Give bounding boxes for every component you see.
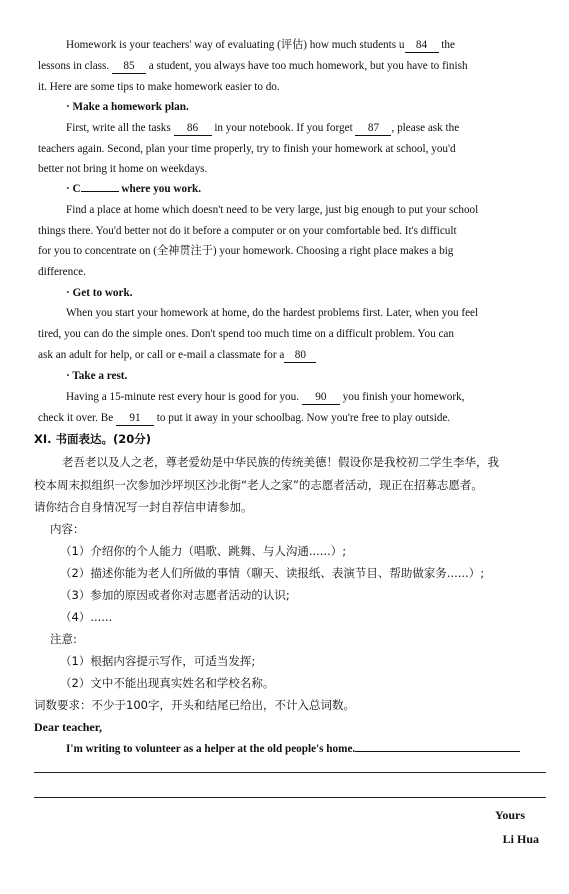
word-requirement: 词数要求：不少于100字，开头和结尾已给出，不计入总词数。	[34, 698, 355, 712]
tip-heading-rest: · Take a rest.	[66, 370, 128, 382]
tip-heading-c	[66, 182, 543, 196]
tip-heading-text: · C	[66, 183, 81, 195]
passage-line-5: teachers again. Second, plan your time properly, try to finish your homework at school, you'd	[38, 143, 456, 155]
passage-line-10: difference.	[38, 266, 86, 278]
passage-text: Homework is your teachers' way of evaluating (评估) how much students u	[66, 39, 405, 51]
note-item-1: （1）根据内容提示写作，可适当发挥;	[60, 654, 256, 668]
content-label: 内容：	[50, 522, 85, 536]
content-item-4: （4）......	[60, 610, 113, 624]
note-item-2: （2）文中不能出现真实姓名和学校名称。	[60, 676, 275, 690]
passage-line-12: tired, you can do the simple ones. Don't spend too much time on a difficult problem. You can	[38, 328, 454, 340]
blank-84[interactable]: 84	[405, 38, 439, 53]
tip-heading-text: where you work.	[121, 183, 202, 195]
passage-line-11: When you start your homework at home, do the hardest problems first. Later, when you feel	[66, 307, 479, 319]
passage-line-4	[66, 121, 543, 136]
writing-intro-2: 校本周末拟组织一次参加沙坪坝区沙北街“老人之家”的志愿者活动，现正在招募志愿者。	[34, 478, 483, 492]
passage-text: lessons in class.	[38, 60, 110, 72]
passage-line-8: things there. You'd better not do it before a computer or on your comfortable bed. It's difficult	[38, 225, 457, 237]
passage-line-14	[66, 390, 543, 405]
blank-91[interactable]: 91	[116, 411, 154, 426]
passage-text: you finish your homework,	[342, 391, 465, 403]
passage-text: in your notebook. If you forget	[214, 122, 353, 134]
writing-intro-1: 老吾老以及人之老，尊老爱幼是中华民族的传统美德！假设你是我校初二学生李华，我	[62, 455, 499, 469]
blank-85[interactable]: 85	[112, 59, 146, 74]
passage-line-1	[66, 38, 543, 53]
passage-line-6: better not bring it home on weekdays.	[38, 163, 208, 175]
passage-text: a student, you always have too much homework, but you have to finish	[148, 60, 468, 72]
passage-line-2	[38, 59, 543, 74]
blank-88[interactable]: 80	[284, 348, 316, 363]
answer-line-1[interactable]	[34, 772, 546, 773]
letter-opening-text: I'm writing to volunteer as a helper at the old people's home.	[66, 743, 356, 755]
blank-86[interactable]: 86	[174, 121, 212, 136]
passage-line-3: it. Here are some tips to make homework easier to do.	[38, 81, 280, 93]
blank-c[interactable]	[81, 191, 119, 192]
content-item-2: （2）描述你能为老人们所做的事情（聊天、读报纸、表演节目、帮助做家务......）;	[60, 566, 485, 580]
passage-line-9: for you to concentrate on (全神贯注于) your homework. Choosing a right place makes a big	[38, 245, 454, 257]
passage-text: Having a 15-minute rest every hour is good for you.	[66, 391, 300, 403]
passage-text: check it over. Be	[38, 412, 114, 424]
content-item-1: （1）介绍你的个人能力（唱歌、跳舞、与人沟通......）;	[60, 544, 347, 558]
letter-signature: Li Hua	[502, 832, 539, 846]
tip-heading-work: · Get to work.	[66, 287, 133, 299]
passage-line-15	[38, 411, 543, 426]
tip-heading-plan: · Make a homework plan.	[66, 101, 189, 113]
answer-line-0[interactable]	[355, 751, 520, 752]
blank-90[interactable]: 90	[302, 390, 340, 405]
passage-text: First, write all the tasks	[66, 122, 171, 134]
passage-text: ask an adult for help, or call or e-mail a classmate for a	[38, 349, 285, 361]
letter-opening	[66, 742, 569, 756]
passage-text: the	[441, 39, 455, 51]
writing-intro-3: 请你结合自身情况写一封自荐信申请参加。	[34, 500, 253, 514]
letter-closing: Yours	[494, 808, 525, 822]
passage-text: to put it away in your schoolbag. Now you're free to play outside.	[156, 412, 451, 424]
content-item-3: （3）参加的原因或者你对志愿者活动的认识;	[60, 588, 290, 602]
section-title: XI. 书面表达。(20分)	[34, 432, 152, 446]
passage-line-7: Find a place at home which doesn't need to be very large, just big enough to put your school	[66, 204, 479, 216]
passage-text: , please ask the	[391, 122, 460, 134]
letter-greeting: Dear teacher,	[34, 720, 102, 734]
passage-line-13	[38, 348, 543, 363]
answer-line-2[interactable]	[34, 797, 546, 798]
blank-87[interactable]: 87	[355, 121, 391, 136]
note-label: 注意:	[50, 632, 77, 646]
